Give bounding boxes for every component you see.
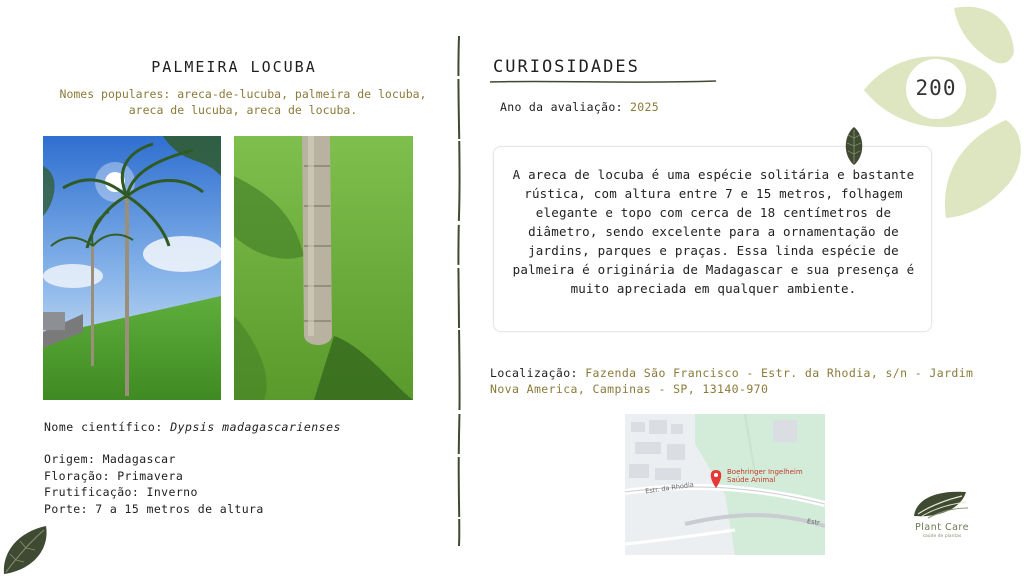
map-place-line-2: Saúde Animal <box>727 476 776 484</box>
location-map[interactable] <box>625 414 825 555</box>
leaf-icon <box>843 126 865 166</box>
plant-care-logo <box>906 486 978 542</box>
evaluation-year-label: Ano da avaliação: <box>500 100 631 114</box>
curiosities-title: CURIOSIDADES <box>493 57 640 77</box>
map-road-label: Estr. da Rhodia <box>644 480 695 496</box>
scientific-name-label: Nome científico: <box>44 420 171 434</box>
badge-number: 200 <box>915 76 957 100</box>
fact-size: Porte: 7 a 15 metros de altura <box>44 501 264 516</box>
logo-tagline: saúde de plantas <box>922 534 962 539</box>
popular-names-line-1: Nomes populares: areca-de-lucuba, palmeira de locuba, <box>59 87 427 101</box>
fact-fruiting: Frutificação: Inverno <box>44 485 198 499</box>
map-place-label <box>727 468 803 484</box>
vertical-divider <box>454 36 464 546</box>
map-place-line-1: Boehringer Ingelheim <box>727 468 803 476</box>
popular-names-line-2: areca de lucuba, areca de locuba. <box>128 103 358 117</box>
curiosities-card <box>493 146 932 332</box>
map-road-label-short: Estr <box>806 517 821 527</box>
evaluation-year <box>500 100 659 114</box>
location <box>490 365 980 397</box>
location-value: Fazenda São Francisco - Estr. da Rhodia, s/n - Jardim Nova America, Campinas - SP, 13140-970 <box>490 366 974 396</box>
location-label: Localização: <box>490 366 586 380</box>
evaluation-year-value: 2025 <box>630 100 659 114</box>
palm-trunk-photo <box>234 136 413 400</box>
logo-name: Plant Care <box>915 522 969 533</box>
plant-title: PALMEIRA LOCUBA <box>151 58 317 76</box>
popular-names <box>44 86 442 118</box>
fact-flowering: Floração: Primavera <box>44 468 184 483</box>
palm-tree-photo <box>43 136 221 400</box>
fact-origin: Origem: Madagascar <box>44 452 176 466</box>
leaf-icon-bottom <box>0 524 52 576</box>
curiosities-text: A areca de locuba é uma espécie solitária e bastante rústica, com altura entre 7 e 15 metros, folhagem elegante e topo com cerca de 18 centímetros de diâmetro, sendo excelente para a ornamentação de jardins, parques e praças. Essa linda espécie de palmeira é originária de Madagascar e sua presença é muito apreciada em qualquer ambiente. <box>512 167 915 296</box>
plant-facts <box>44 451 264 517</box>
scientific-name <box>44 420 341 434</box>
scientific-name-value: Dypsis madagascarienses <box>170 420 341 434</box>
title-underline <box>490 78 716 86</box>
